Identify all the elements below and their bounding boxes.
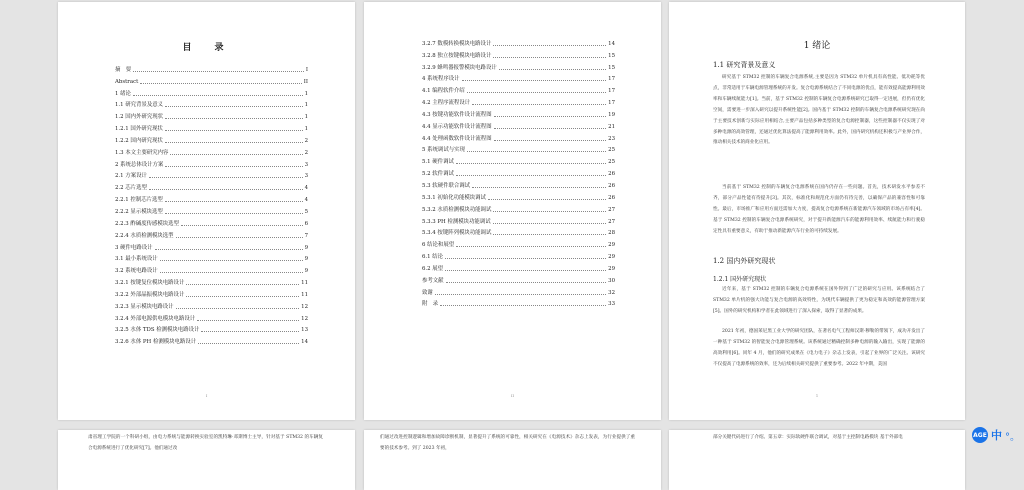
toc-entry-page: 1 xyxy=(304,90,308,97)
toc-entry-label: 5.1 硬件调试 xyxy=(422,159,454,166)
toc-entry-page: 19 xyxy=(608,111,615,118)
toc-entry-page: 4 xyxy=(304,185,308,192)
paragraph: 2021 年初，德国莱尼黑工业大学的研究团队，在著名电气工程师汉斯·穆勒的带领下，成功开发出了一种基于 STM32 的智能复合电源管理系统。该系统通过精确控制多种电源的输入输出，实现了能源的高效利用[6]。同年 4 月，他们的研究成果在《电力电子》杂志上发表，引起了业界的广泛关注。该研究不仅提高了电源系统的效率，还为后续相关研究提供了重要参考。2022 年中期，美国 xyxy=(713,329,925,367)
toc-entry-label: 3.2.2 外部晶振模块电路设计 xyxy=(115,291,185,298)
toc-leader-dots xyxy=(493,223,607,224)
toc-entry-page: 29 xyxy=(608,242,615,249)
toc-entry-label: 5.3.3 PH 检测模块功能调试 xyxy=(422,218,491,225)
toc-entry[interactable] xyxy=(115,216,308,228)
paragraph: 们通过改进控制逻辑和增加故障诊断机制，显著提升了系统的可靠性，相关研究在《电源技术》杂志上发表，为行业提供了重要的技术参考。到了 2023 年初， xyxy=(380,435,635,451)
toc-leader-dots xyxy=(160,260,303,261)
toc-entry-label: 4.4 处理函数软件设计流程图 xyxy=(422,135,492,142)
toc-leader-dots xyxy=(165,142,303,143)
toc-entry[interactable] xyxy=(422,202,615,214)
toc-entry-page: 17 xyxy=(608,88,615,95)
toc-leader-dots xyxy=(456,246,606,247)
toc-entry-page: 21 xyxy=(608,123,615,130)
toc-leader-dots xyxy=(435,294,606,295)
toc-entry-label: 2.2.2 显示模块选型 xyxy=(115,208,163,215)
toc-entry[interactable] xyxy=(422,178,615,190)
toc-entry[interactable] xyxy=(115,287,308,299)
toc-entry-label: 2.1 方案设计 xyxy=(115,173,147,180)
toc-entry-label: 3.1 最小系统设计 xyxy=(115,256,158,263)
toc-entry-label: 6 结论和展望 xyxy=(422,242,455,249)
toc-entry-page: 3 xyxy=(304,161,308,168)
language-toggle-button[interactable]: 中 xyxy=(991,429,1002,442)
toc-entry-page: 15 xyxy=(608,52,615,59)
toc-entry[interactable] xyxy=(115,145,308,157)
toc-leader-dots xyxy=(197,320,299,321)
toc-entry-page: 14 xyxy=(608,40,615,47)
toc-entry-label: 3.2.4 外部电源供电模块电路设计 xyxy=(115,315,196,322)
toc-entry-label: 3.2.1 按键复位模块电路设计 xyxy=(115,280,185,287)
toc-leader-dots xyxy=(165,201,303,202)
toc-entry[interactable] xyxy=(422,285,615,297)
toc-entry[interactable] xyxy=(422,273,615,285)
toc-leader-dots xyxy=(456,163,606,164)
toc-entry[interactable] xyxy=(422,107,615,119)
toc-entry-page: 28 xyxy=(608,230,615,237)
toc-entry[interactable] xyxy=(115,109,308,121)
toc-entry[interactable] xyxy=(115,169,308,181)
toc-entry-page: 17 xyxy=(608,100,615,107)
toc-entry-label: 3.2.5 水体 TDS 检测模块电路设计 xyxy=(115,327,200,334)
toc-entry-page: 12 xyxy=(301,303,308,310)
toc-entry-page: 1 xyxy=(304,114,308,121)
toc-entry-page: 27 xyxy=(608,206,615,213)
toc-entry-page: 32 xyxy=(608,289,615,296)
next-page-preview xyxy=(669,430,965,490)
options-dots-icon[interactable]: °。 xyxy=(1005,431,1020,443)
toc-entry-label: 4.4 显示功能软件设计流程图 xyxy=(422,123,492,130)
toc-entry[interactable] xyxy=(115,133,308,145)
toc-entry-page: 26 xyxy=(608,171,615,178)
toc-entry-page: 26 xyxy=(608,182,615,189)
toc-entry-label: 5.3.1 初始化功能模块调试 xyxy=(422,194,486,201)
toc-entry-page: 2 xyxy=(304,137,308,144)
toc-entry-page: II xyxy=(303,78,308,85)
toc-leader-dots xyxy=(493,57,606,58)
paragraph: 研究基于 STM32 控制的车辆复合电源系统,主要是因为 STM32 单片机具有高性能、低功耗等优点，非常适用于车辆电源管理系统的开发。复合电源系统结合了不同电源的优点，能有效提高能源利用效率和车辆续航能力[1]。当前，基于 STM32 控制的车辆复合电源系统研究已取得一定进展，但仍有优化空间，需要进一步深入研究以提升系统性能[2]。国内基于 STM32 控制的车辆复合电源系统研究现在尚于主要技术创新与实际应用相结合,主要产品包括多种类型的复合电源控制器，这些控制器不仅实现了对多种电源的高效管理，还通过优化算法提高了能源利用效率。此外，国内研究机构还积极与产业界合作，推动相关技术的商业化应用。 xyxy=(713,75,925,146)
next-page-preview xyxy=(364,430,661,490)
toc-entry[interactable] xyxy=(422,143,615,155)
toc-entry-page: 1 xyxy=(304,126,308,133)
toc-leader-dots xyxy=(440,305,606,306)
toc-entry-label: 摘 要 xyxy=(115,66,132,73)
paragraph: 近年来，基于 STM32 控制的车辆复合电源系统在国外得到了广泛的研究与应用。该系统结合了 STM32 单片机的强大功能与复合电源的高效特性，为现代车辆提供了更为稳定和高效的能源管理方案[5]。国外的研究机构和学者在此领域进行了深入探索，取得了显著的成果。 xyxy=(713,287,925,314)
toc-page-2 xyxy=(364,2,661,420)
toc-leader-dots xyxy=(181,225,303,226)
toc-entry[interactable] xyxy=(115,311,308,323)
paragraph: 当前基于 STM32 控制的车辆复合电源系统在国内仍存在一些问题。首先，技术研发水平参差不齐，部分产品性能有待提升[3]。其次，标准化和规范化方面仍有待完善，以确保产品的兼容性和可靠性。最后，市场推广和应用方面还需加大力度，提高复合电源系统在新能源汽车领域的市场占有率[4]。基于 STM32 控制的车辆复合电源系统研究，对于提升新能源汽车的能源利用效率、续航能力和行驶稳定性具有重要意义，有助于推动新能源汽车行业的可持续发展。 xyxy=(713,185,925,234)
toc-entry[interactable] xyxy=(115,121,308,133)
toc-leader-dots xyxy=(462,80,607,81)
toc-entry-label: 1.2.1 国外研究现状 xyxy=(115,126,163,133)
toc-entry-page: 14 xyxy=(301,339,308,346)
toc-leader-dots xyxy=(467,92,607,93)
next-page-preview xyxy=(58,430,355,490)
toc-entry-label: 6.1 结论 xyxy=(422,254,444,261)
toc-entry-label: 3.2.9 蜂鸣器报警模块电路设计 xyxy=(422,64,497,71)
toc-entry-label: 4.3 按键功能软件设计流程图 xyxy=(422,111,492,118)
toc-leader-dots xyxy=(446,282,607,283)
assistant-badge-icon[interactable]: AGE xyxy=(972,427,988,443)
toc-entry-page: 6 xyxy=(304,220,308,227)
toc-entry-page: 26 xyxy=(608,194,615,201)
toc-leader-dots xyxy=(499,69,606,70)
toc-leader-dots xyxy=(186,284,299,285)
floating-toolbar xyxy=(972,427,1020,443)
toc-entry-page: 23 xyxy=(608,135,615,142)
toc-leader-dots xyxy=(176,237,303,238)
toc-entry-page: 13 xyxy=(301,327,308,334)
toc-entry-label: 致谢 xyxy=(422,289,433,296)
toc-leader-dots xyxy=(149,189,303,190)
toc-entry-label: 4 系统程序设计 xyxy=(422,76,460,83)
toc-entry-label: 6.2 展望 xyxy=(422,265,444,272)
toc-entry-page: 30 xyxy=(608,277,615,284)
toc-page-1 xyxy=(58,2,355,420)
toc-entry-page: 9 xyxy=(304,256,308,263)
toc-entry-page: 12 xyxy=(301,315,308,322)
toc-entry[interactable] xyxy=(422,154,615,166)
toc-entry[interactable] xyxy=(115,334,308,346)
toc-leader-dots xyxy=(488,199,606,200)
toc-leader-dots xyxy=(494,116,607,117)
toc-entry-label: 1.2 国内外研究现状 xyxy=(115,114,164,121)
toc-leader-dots xyxy=(493,234,606,235)
toc-leader-dots xyxy=(160,272,303,273)
toc-entry[interactable] xyxy=(422,190,615,202)
toc-entry-label: 3.2.3 显示模块电路设计 xyxy=(115,303,174,310)
toc-entry-page: 9 xyxy=(304,244,308,251)
toc-entry[interactable] xyxy=(115,62,308,74)
toc-entry-page: 4 xyxy=(304,197,308,204)
toc-entry[interactable] xyxy=(115,323,308,335)
toc-entry-label: 3 硬件电路设计 xyxy=(115,244,153,251)
section-heading: 1.2 国内外研究现状 xyxy=(713,257,776,265)
toc-entry-label: 5.3.2 水质检测模块功能调试 xyxy=(422,206,492,213)
toc-leader-dots xyxy=(445,270,606,271)
toc-entry-page: 27 xyxy=(608,218,615,225)
toc-entry-label: 1.3 本文主要研究内容 xyxy=(115,149,169,156)
toc-leader-dots xyxy=(165,118,303,119)
paragraph: 肃省理工学院的一个科研小组，由电力系统与能源转换实验室的凯特琳·邓斯博士主导，针对基于 STM32 的车辆复合电源系统进行了优化研究[7]。他们通过改 xyxy=(88,435,323,451)
toc-leader-dots xyxy=(201,331,299,332)
toc-entry-label: 参考文献 xyxy=(422,277,444,284)
toc-entry-page: 25 xyxy=(608,159,615,166)
toc-entry[interactable] xyxy=(422,72,615,84)
toc-list xyxy=(115,62,308,346)
toc-leader-dots xyxy=(493,211,606,212)
toc-entry-label: 5.2 软件调试 xyxy=(422,171,454,178)
toc-entry[interactable] xyxy=(422,83,615,95)
toc-leader-dots xyxy=(494,140,607,141)
page-number: II xyxy=(510,393,515,398)
toc-entry-label: 5 系统调试与实现 xyxy=(422,147,465,154)
toc-entry-label: Abstract xyxy=(115,78,139,85)
toc-entry-page: 5 xyxy=(304,208,308,215)
toc-entry-page: 11 xyxy=(301,280,308,287)
toc-entry[interactable] xyxy=(422,60,615,72)
toc-entry[interactable] xyxy=(115,228,308,240)
toc-leader-dots xyxy=(467,151,606,152)
toc-entry[interactable] xyxy=(422,214,615,226)
toc-entry-page: 11 xyxy=(301,291,308,298)
toc-leader-dots xyxy=(170,154,302,155)
chapter-page-1 xyxy=(669,2,965,420)
toc-entry-label: 5.3 软硬件联合调试 xyxy=(422,182,471,189)
toc-entry-label: 3.2.6 水体 PH 检测模块电路设计 xyxy=(115,339,197,346)
toc-entry-page: 7 xyxy=(304,232,308,239)
section-heading: 1.1 研究背景及意义 xyxy=(713,61,776,69)
toc-entry-page: 17 xyxy=(608,76,615,83)
toc-entry-page: I xyxy=(305,66,308,73)
toc-entry[interactable] xyxy=(115,204,308,216)
toc-entry[interactable] xyxy=(422,249,615,261)
toc-entry[interactable] xyxy=(115,74,308,86)
toc-leader-dots xyxy=(472,104,606,105)
toc-entry-page: 29 xyxy=(608,265,615,272)
chapter-title: 1 绪论 xyxy=(803,41,831,51)
toc-entry[interactable] xyxy=(422,226,615,238)
toc-entry-label: 附 录 xyxy=(422,301,439,308)
toc-entry[interactable] xyxy=(115,252,308,264)
toc-leader-dots xyxy=(140,83,301,84)
toc-entry[interactable] xyxy=(422,119,615,131)
toc-entry-page: 25 xyxy=(608,147,615,154)
toc-entry-page: 1 xyxy=(304,102,308,109)
toc-leader-dots xyxy=(149,177,303,178)
toc-entry[interactable] xyxy=(422,36,615,48)
toc-entry-label: 5.3.4 按键阵列模块功能调试 xyxy=(422,230,492,237)
toc-entry-page: 29 xyxy=(608,254,615,261)
page-number: 1 xyxy=(815,393,819,398)
toc-entry-label: 1.1 研究背景及意义 xyxy=(115,102,164,109)
toc-leader-dots xyxy=(133,95,303,96)
toc-entry-label: 2.2.3 酢碱度传感模块选型 xyxy=(115,220,179,227)
toc-leader-dots xyxy=(472,187,606,188)
toc-entry[interactable] xyxy=(422,166,615,178)
toc-entry[interactable] xyxy=(115,263,308,275)
toc-entry[interactable] xyxy=(422,131,615,143)
toc-entry[interactable] xyxy=(422,95,615,107)
toc-entry[interactable] xyxy=(422,261,615,273)
toc-leader-dots xyxy=(186,296,299,297)
toc-entry[interactable] xyxy=(422,237,615,249)
toc-list xyxy=(422,36,615,308)
toc-entry[interactable] xyxy=(115,157,308,169)
toc-entry[interactable] xyxy=(115,275,308,287)
toc-title: 目 录 xyxy=(182,43,231,53)
toc-leader-dots xyxy=(494,128,607,129)
toc-entry[interactable] xyxy=(115,240,308,252)
toc-entry-label: 3.2.7 数模转换模块电路设计 xyxy=(422,40,492,47)
toc-entry-label: 3.2.8 独立按键模块电路设计 xyxy=(422,52,492,59)
toc-entry-page: 15 xyxy=(608,64,615,71)
toc-entry-page: 2 xyxy=(304,149,308,156)
subsection-heading: 1.2.1 国外研究现状 xyxy=(713,276,767,283)
toc-entry[interactable] xyxy=(115,86,308,98)
toc-leader-dots xyxy=(165,166,302,167)
toc-entry-label: 2 系统总体设计方案 xyxy=(115,161,164,168)
toc-leader-dots xyxy=(176,308,300,309)
toc-leader-dots xyxy=(155,249,303,250)
toc-entry[interactable] xyxy=(115,180,308,192)
toc-entry-label: 1 绪论 xyxy=(115,90,131,97)
toc-entry-label: 4.2 主程序流程设计 xyxy=(422,100,471,107)
toc-entry[interactable] xyxy=(422,48,615,60)
toc-leader-dots xyxy=(165,213,303,214)
toc-entry-page: 9 xyxy=(304,268,308,275)
toc-leader-dots xyxy=(165,106,303,107)
page-number: I xyxy=(205,393,208,398)
toc-entry-label: 3.2 系统电路设计 xyxy=(115,268,158,275)
toc-leader-dots xyxy=(493,45,606,46)
toc-entry-label: 2.2.4 水质检测模块选型 xyxy=(115,232,174,239)
toc-entry-page: 3 xyxy=(304,173,308,180)
toc-entry-label: 2.2 芯片选型 xyxy=(115,185,147,192)
toc-entry[interactable] xyxy=(115,299,308,311)
toc-entry[interactable] xyxy=(115,192,308,204)
toc-leader-dots xyxy=(165,130,303,131)
toc-leader-dots xyxy=(456,175,606,176)
toc-entry[interactable] xyxy=(115,98,308,110)
toc-entry-page: 33 xyxy=(608,301,615,308)
toc-entry-label: 2.2.1 控制芯片选型 xyxy=(115,197,163,204)
paragraph: 部分关键代码进行了介绍。第五章：实际软硬件联合调试，对基于主控制电路模块 基于外部电 xyxy=(713,435,903,440)
toc-entry[interactable] xyxy=(422,297,615,309)
toc-leader-dots xyxy=(198,343,299,344)
toc-entry-label: 1.2.2 国内研究现状 xyxy=(115,137,163,144)
toc-leader-dots xyxy=(445,258,606,259)
toc-leader-dots xyxy=(133,71,304,72)
toc-entry-label: 4.1 编程软件介绍 xyxy=(422,88,465,95)
